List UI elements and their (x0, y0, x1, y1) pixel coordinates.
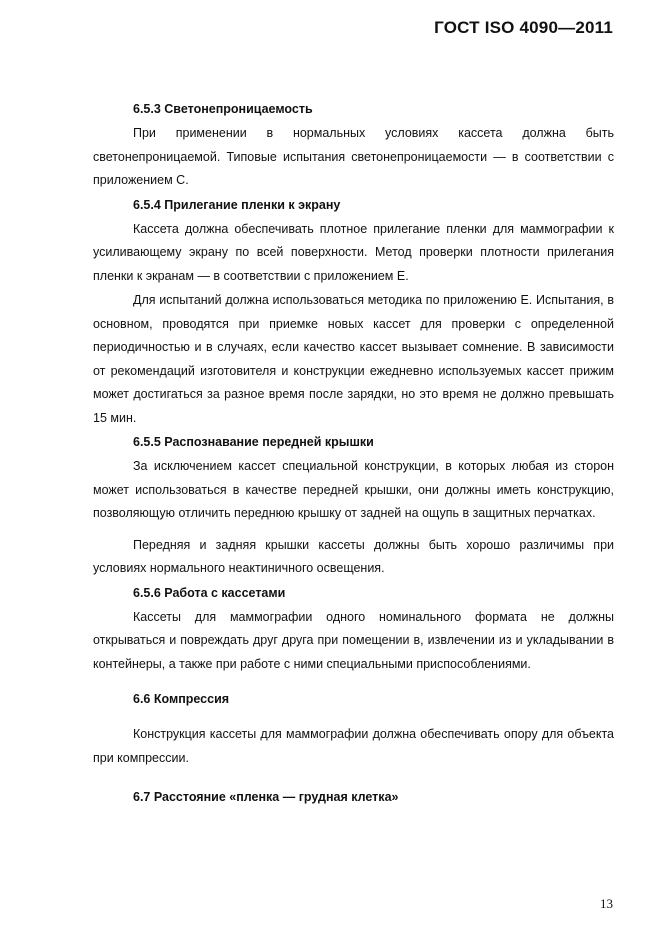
section-heading-6-5-4: 6.5.4 Прилегание пленки к экрану (133, 197, 341, 212)
section-heading-6-5-3: 6.5.3 Светонепроницаемость (133, 102, 313, 116)
paragraph: За исключением кассет специальной конструкции, в которых любая из сторон может использоваться в качестве передней крышки, они должны иметь конструкцию, позволяющую отличить переднюю крышку от задней на ощупь в защитных перчатках. (93, 459, 614, 520)
section-heading-6-6: 6.6 Компрессия (133, 692, 230, 706)
document-code-header: ГОСТ ISO 4090—2011 (434, 18, 613, 37)
paragraph: При применении в нормальных условиях кассета должна быть светонепроницаемой. Типовые испытания светонепроницаемости — в соответствии с приложением С. (93, 126, 614, 187)
section-heading-6-7: 6.7 Расстояние «пленка — грудная клетка» (133, 790, 399, 804)
page-number: 13 (600, 896, 613, 911)
section-heading-6-5-5: 6.5.5 Распознавание передней крышки (133, 435, 374, 449)
document-body (93, 98, 614, 809)
paragraph: Конструкция кассеты для маммографии должна обеспечивать опору для объекта при компрессии. (93, 727, 614, 765)
paragraph: Для испытаний должна использоваться методика по приложению Е. Испытания, в основном, проводятся при приемке новых кассет для проверки с определенной периодичностью и в случаях, если качество кассет вызывает сомнение. В зависимости от рекомендаций изготовителя и конструкции ежедневно используемых кассет прижим может достигаться за разное время после зарядки, но это время не должно превышать 15 мин. (93, 293, 614, 425)
paragraph: Кассета должна обеспечивать плотное прилегание пленки для маммографии к усиливающему экрану по всей поверхности. Метод проверки плотности прилегания пленки к экранам — в соответствии с приложением Е. (93, 221, 614, 283)
paragraph: Кассеты для маммографии одного номинального формата не должны открываться и повреждать друг друга при помещении в, извлечении из и укладывании в контейнеры, а также при работе с ними специальными приспособлениями. (93, 609, 614, 671)
section-heading-6-5-6: 6.5.6 Работа с кассетами (133, 585, 286, 600)
paragraph: Передняя и задняя крышки кассеты должны быть хорошо различимы при условиях нормального неактиничного освещения. (93, 537, 614, 575)
